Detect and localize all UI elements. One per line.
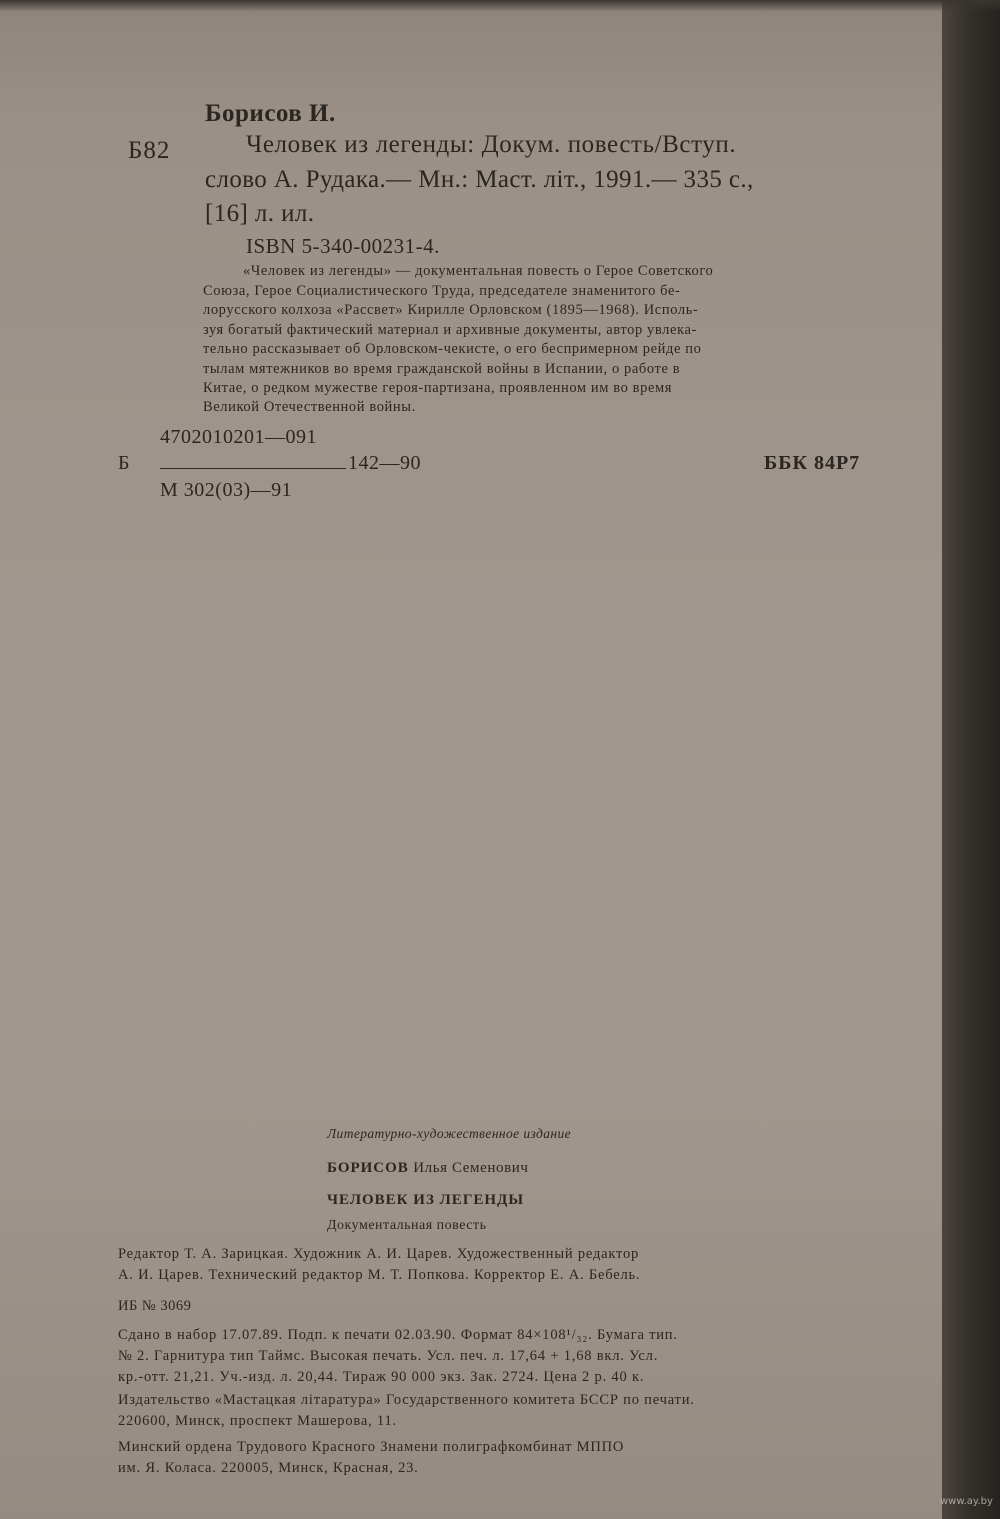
imprint-author (327, 1160, 529, 1177)
bbk-denominator: М 302(03)—91 (160, 479, 293, 501)
bbk-numerator: 4702010201—091 (160, 426, 317, 448)
page-top-shadow (0, 0, 1000, 12)
printer-line: Минский ордена Трудового Красного Знамени полиграфкомбинат МППО (118, 1439, 625, 1455)
watermark: www.ay.by (940, 1496, 993, 1507)
annotation-line: Великой Отечественной войны. (203, 399, 416, 415)
title-line-3: [16] л. ил. (205, 200, 315, 227)
bbk-fraction-line (160, 468, 346, 469)
print-info-line: Сдано в набор 17.07.89. Подп. к печати 02.03.90. Формат 84×108¹/₃₂. Бумага тип. (118, 1327, 678, 1343)
annotation-line: «Человек из легенды» — документальная повесть о Герое Советского (243, 263, 714, 279)
isbn: ISBN 5-340-00231-4. (246, 234, 440, 258)
edition-type: Литературно-художественное издание (327, 1126, 571, 1141)
publisher-line: Издательство «Мастацкая літаратура» Государственного комитета БССР по печати. (118, 1392, 695, 1408)
staff-line: А. И. Царев. Технический редактор М. Т. Попкова. Корректор Е. А. Бебель. (118, 1267, 641, 1283)
annotation-line: тылам мятежников во время гражданской войны в Испании, о работе в (203, 361, 681, 377)
annotation-line: Союза, Герое Социалистического Труда, председателе знаменитого бе- (203, 283, 681, 299)
print-info-line: № 2. Гарнитура тип Таймс. Высокая печать. Усл. печ. л. 17,64 + 1,68 вкл. Усл. (118, 1348, 659, 1364)
annotation-line: Китае, о редком мужестве героя-партизана, проявленном им во время (203, 380, 673, 396)
bbk-number: 142—90 (348, 452, 421, 474)
imprint-subtitle: Документальная повесть (327, 1218, 487, 1233)
imprint-author-given: Илья Семенович (413, 1160, 529, 1176)
staff-line: Редактор Т. А. Зарицкая. Художник А. И. Царев. Художественный редактор (118, 1246, 640, 1262)
book-page-edge (942, 0, 1000, 1519)
author-heading: Борисов И. (205, 100, 336, 127)
author-code: Б82 (128, 137, 171, 164)
bbk-letter: Б (118, 452, 130, 474)
imprint-author-surname: БОРИСОВ (327, 1160, 409, 1176)
publisher-line: 220600, Минск, проспект Машерова, 11. (118, 1413, 397, 1429)
printer-line: им. Я. Коласа. 220005, Минск, Красная, 23. (118, 1460, 419, 1476)
imprint-title: ЧЕЛОВЕК ИЗ ЛЕГЕНДЫ (327, 1192, 525, 1208)
bbk-classification: ББК 84Р7 (764, 452, 861, 474)
annotation-line: зуя богатый фактический материал и архивные документы, автор увлека- (203, 322, 697, 338)
title-line-1: Человек из легенды: Докум. повесть/Вступ. (246, 131, 737, 158)
annotation-line: лорусского колхоза «Рассвет» Кирилле Орловском (1895—1968). Исполь- (203, 302, 699, 318)
print-info-line: кр.-отт. 21,21. Уч.-изд. л. 20,44. Тираж 90 000 экз. Зак. 2724. Цена 2 р. 40 к. (118, 1369, 645, 1385)
ib-number: ИБ № 3069 (118, 1298, 192, 1314)
annotation-line: тельно рассказывает об Орловском-чекисте, о его беспримерном рейде по (203, 341, 702, 357)
title-line-2: слово А. Рудака.— Мн.: Маст. літ., 1991.— 335 с., (205, 166, 754, 193)
